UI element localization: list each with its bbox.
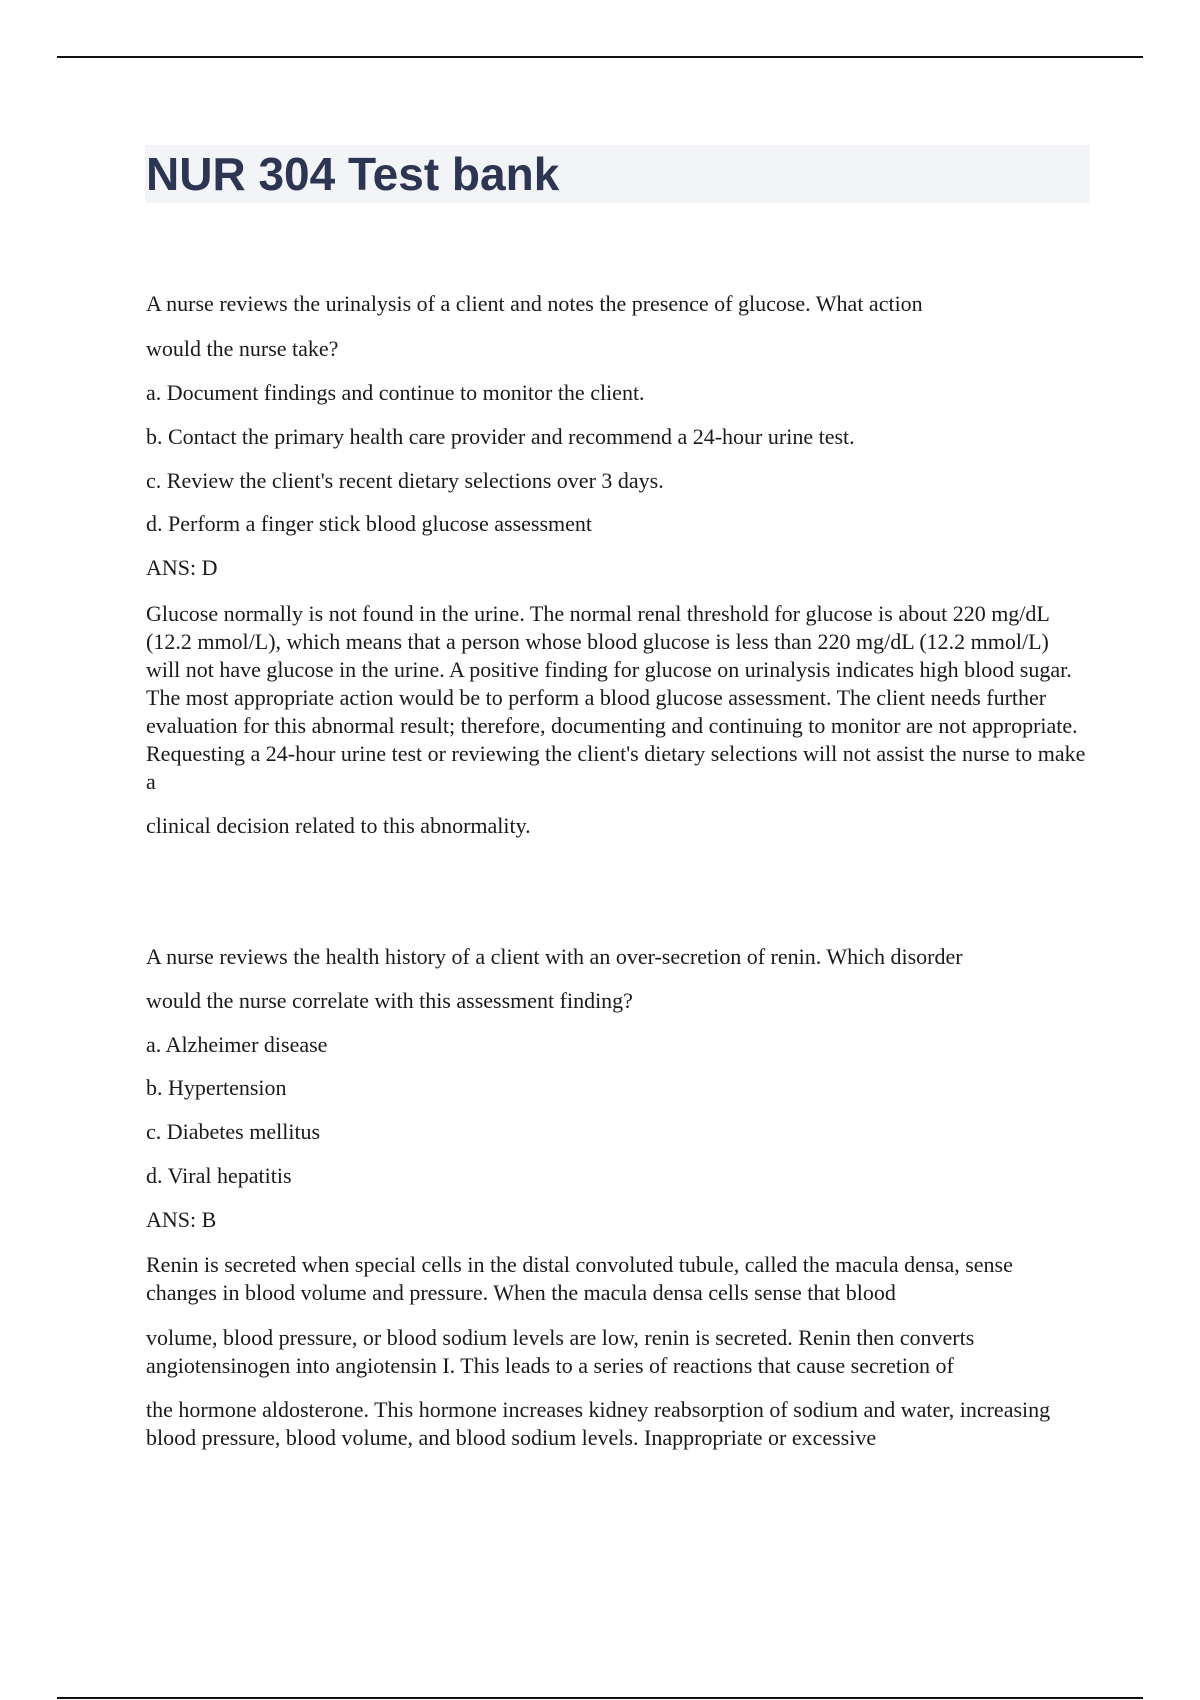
question-1-rationale: Glucose normally is not found in the urine. The normal renal threshold for glucose is about 220 mg/dL (12.2 mmol/L), which means that a person whose blood glucose is less than 220 mg/dL (12.2 mmol/L) will not have glucose in the urine. A positive finding for glucose on urinalysis indicates high blood sugar. The most appropriate action would be to perform a blood glucose assessment. The client needs further evaluation for this abnormal result; therefore, documenting and continuing to monitor are not appropriate. Requesting a 24-hour urine test or reviewing the client's dietary selections will not assist the nurse to make a [146, 601, 1086, 794]
question-2-option-a: a. Alzheimer disease [146, 1032, 328, 1057]
question-2-stem-line-1: A nurse reviews the health history of a client with an over-secretion of renin. Which disorder [146, 944, 963, 969]
question-1-option-a: a. Document findings and continue to monitor the client. [146, 380, 645, 405]
bottom-rule [57, 1697, 1143, 1699]
page-title: NUR 304 Test bank [146, 148, 560, 200]
question-2-option-b: b. Hypertension [146, 1075, 287, 1100]
question-2-rationale-part-2: volume, blood pressure, or blood sodium levels are low, renin is secreted. Renin then converts angiotensinogen into angiotensin I. This leads to a series of reactions that cause secretion of [146, 1325, 975, 1378]
top-rule [57, 56, 1143, 58]
question-2-answer: ANS: B [146, 1207, 217, 1232]
question-1-option-d: d. Perform a finger stick blood glucose assessment [146, 511, 593, 536]
question-2-option-c: c. Diabetes mellitus [146, 1119, 321, 1144]
question-1-option-c: c. Review the client's recent dietary selections over 3 days. [146, 468, 664, 493]
question-1-option-b: b. Contact the primary health care provider and recommend a 24-hour urine test. [146, 424, 855, 449]
question-2-rationale-part-3: the hormone aldosterone. This hormone increases kidney reabsorption of sodium and water, increasing blood pressure, blood volume, and blood sodium levels. Inappropriate or excessive [146, 1397, 1051, 1450]
question-1-rationale-continued: clinical decision related to this abnormality. [146, 813, 531, 838]
question-2-stem-line-2: would the nurse correlate with this assessment finding? [146, 988, 633, 1013]
question-2-rationale-part-1: Renin is secreted when special cells in the distal convoluted tubule, called the macula densa, sense changes in blood volume and pressure. When the macula densa cells sense that blood [146, 1252, 1013, 1305]
question-2-option-d: d. Viral hepatitis [146, 1163, 292, 1188]
question-1-answer: ANS: D [146, 555, 218, 580]
question-1-stem-line-2: would the nurse take? [146, 336, 339, 361]
question-1-stem-line-1: A nurse reviews the urinalysis of a client and notes the presence of glucose. What action [146, 291, 923, 316]
